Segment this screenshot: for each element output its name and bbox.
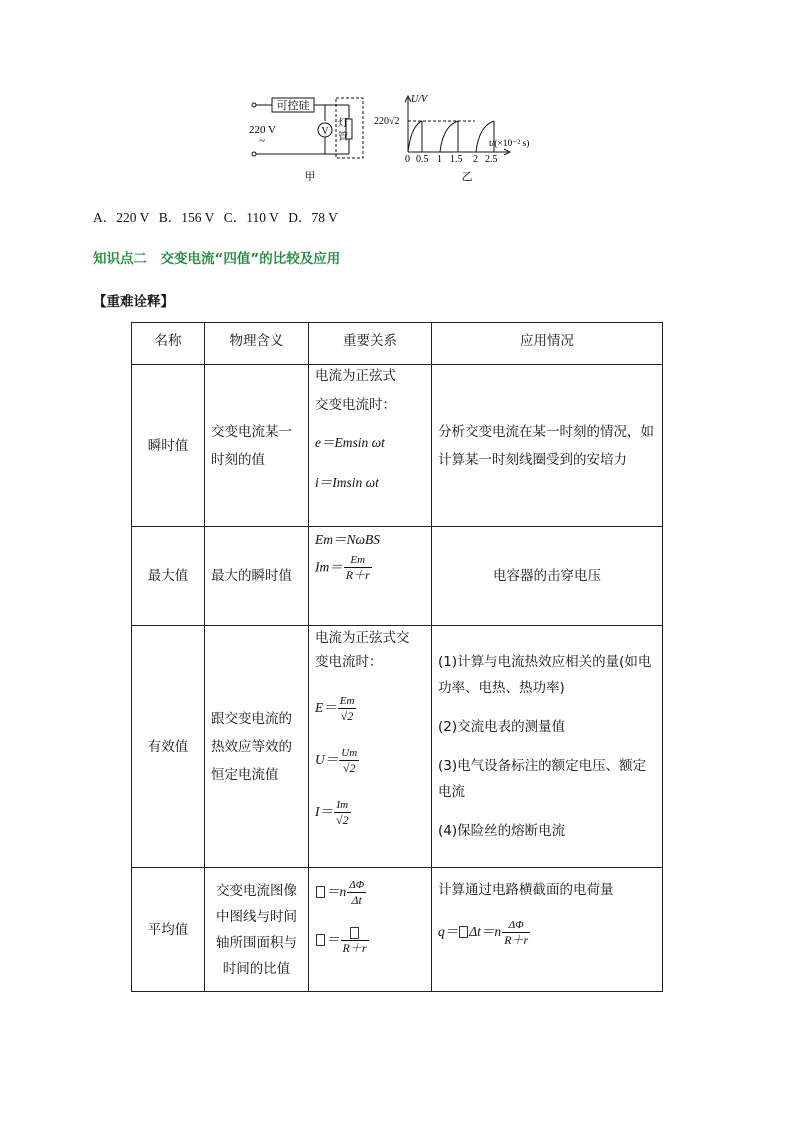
formula-u-eff: U＝ $\frac{Um}{√2}$ <box>315 746 358 775</box>
relation-line: 电流为正弦式交 <box>315 630 410 646</box>
explanation-heading: 【重难诠释】 <box>93 294 174 310</box>
formula-i-eff: I＝ $\frac{Im}{√2}$ <box>315 798 349 827</box>
row-application <box>432 868 663 992</box>
row-relation <box>309 365 432 527</box>
graph-x-label: t/(×10⁻² s) <box>489 139 530 149</box>
formula-i-avg: ＝ R＋r <box>315 916 425 964</box>
relation-line: 变电流时： <box>315 654 383 670</box>
option-b[interactable]: B．156 V <box>158 210 215 225</box>
table-row <box>132 868 663 992</box>
row-application: 电容器的击穿电压 <box>432 527 663 626</box>
tick-1: 1 <box>437 154 442 165</box>
application-line: 计算通过电路横截面的电荷量 <box>438 882 614 898</box>
voltmeter-label: V <box>321 126 329 137</box>
formula-e-avg: ＝n $\frac{\Delta\Phi}{\Delta t}$ <box>315 868 425 916</box>
formula-im: Im＝ <box>315 559 343 575</box>
tick-0.5: 0.5 <box>416 154 429 165</box>
fraction: $\frac{Em}{R+r}$ <box>345 554 370 582</box>
row-meaning: 交变电流某一时刻的值 <box>205 365 309 527</box>
option-d[interactable]: D．78 V <box>288 210 338 225</box>
tick-2.5: 2.5 <box>485 154 498 165</box>
circuit-and-graph-figure <box>245 88 555 188</box>
i-bar-symbol <box>316 934 325 946</box>
i-bar-symbol <box>459 926 468 938</box>
ac-symbol: ~ <box>259 135 265 147</box>
graph-y-label: U/V <box>411 94 428 105</box>
row-name: 瞬时值 <box>132 365 205 527</box>
graph-y-value: 220√2 <box>374 116 400 127</box>
table-row <box>132 365 663 527</box>
row-application: 分析交变电流在某一时刻的情况，如计算某一时刻线圈受到的安培力 <box>432 365 663 527</box>
header-relation: 重要关系 <box>309 323 432 365</box>
option-c[interactable]: C．110 V <box>223 210 279 225</box>
formula-i: i＝Imsin ωt <box>315 475 379 490</box>
lamp-label-2: 管 <box>338 132 348 143</box>
circuit-caption: 甲 <box>304 170 316 183</box>
row-name: 平均值 <box>132 868 205 992</box>
formula-e: e＝Emsin ωt <box>315 435 385 450</box>
scr-label: 可控硅 <box>276 99 310 112</box>
e-bar-symbol <box>316 886 325 898</box>
header-meaning: 物理含义 <box>205 323 309 365</box>
row-meaning: 交变电流图像中图线与时间轴所围面积与时间的比值 <box>205 868 309 992</box>
row-relation <box>309 527 432 626</box>
application-line: (3)电气设备标注的额定电压、额定电流 <box>438 757 647 800</box>
relation-line: 交变电流时： <box>315 397 396 413</box>
graph-caption: 乙 <box>461 170 473 183</box>
row-meaning: 跟交变电流的热效应等效的恒定电流值 <box>205 626 309 868</box>
four-values-table <box>131 322 663 992</box>
option-a[interactable]: A．220 V <box>93 210 150 225</box>
voltage-label: 220 V <box>249 124 276 136</box>
application-line: (1)计算与电流热效应相关的量(如电功率、电热、热功率) <box>438 653 652 696</box>
knowledge-point-heading: 知识点二 交变电流“四值”的比较及应用 <box>93 251 341 267</box>
row-application <box>432 626 663 868</box>
lamp-label: 灯 <box>338 118 348 129</box>
formula-e-eff: E＝ $\frac{Em}{√2}$ <box>315 694 355 723</box>
table-row <box>132 626 663 868</box>
formula-q: q＝ Δt＝n $\frac{\Delta\Phi}{R+r}$ <box>438 918 529 947</box>
tick-0: 0 <box>405 154 410 165</box>
table-row <box>132 527 663 626</box>
answer-options <box>93 206 344 226</box>
row-relation <box>309 626 432 868</box>
application-line: (2)交流电表的测量值 <box>438 718 566 735</box>
formula-em: Em＝NωBS <box>315 532 381 547</box>
row-name: 最大值 <box>132 527 205 626</box>
relation-line: 电流为正弦式 <box>315 368 396 384</box>
row-name: 有效值 <box>132 626 205 868</box>
header-application: 应用情况 <box>432 323 663 365</box>
table-header-row <box>132 323 663 365</box>
row-meaning: 最大的瞬时值 <box>205 527 309 626</box>
header-name: 名称 <box>132 323 205 365</box>
tick-1.5: 1.5 <box>450 154 463 165</box>
e-bar-symbol <box>350 927 359 939</box>
tick-2: 2 <box>473 154 478 165</box>
application-line: (4)保险丝的熔断电流 <box>438 822 566 839</box>
row-relation <box>309 868 432 992</box>
